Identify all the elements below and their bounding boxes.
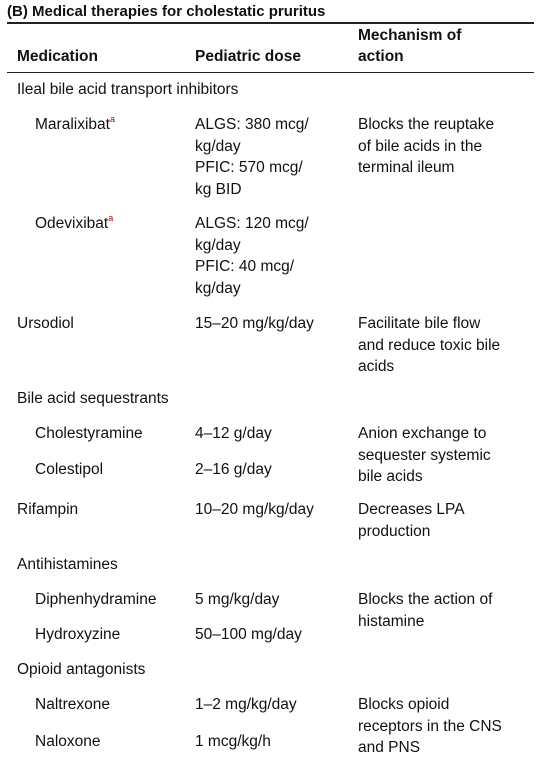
row-ursodiol-dose: 15–20 mg/kg/day bbox=[195, 315, 314, 332]
row-cholestyramine-dose: 4–12 g/day bbox=[195, 425, 272, 442]
row-hydroxyzine-dose: 50–100 mg/day bbox=[195, 626, 302, 643]
dose-line: kg/day bbox=[195, 236, 241, 254]
header-medication: Medication bbox=[17, 48, 98, 65]
mechanism-line: acids bbox=[358, 358, 395, 375]
dose-line: kg BID bbox=[195, 180, 242, 198]
top-rule bbox=[7, 22, 534, 24]
footnote-marker: a bbox=[109, 113, 115, 124]
row-colestipol-name: Colestipol bbox=[35, 461, 104, 478]
mechanism-line: and PNS bbox=[358, 739, 421, 756]
mechanism-line: Blocks the reuptake bbox=[358, 116, 495, 133]
row-colestipol-dose: 2–16 g/day bbox=[195, 461, 272, 478]
mechanism-line: Blocks the action of bbox=[358, 591, 493, 608]
mechanism-line: production bbox=[358, 522, 431, 540]
group-opioid-antagonists: Opioid antagonists bbox=[17, 661, 146, 678]
header-mechanism bbox=[358, 25, 461, 67]
group-sequestrants: Bile acid sequestrants bbox=[17, 390, 169, 407]
mechanism-line: Facilitate bile flow bbox=[358, 315, 481, 332]
group-ibat: Ileal bile acid transport inhibitors bbox=[17, 81, 239, 98]
footnote-marker: a bbox=[108, 212, 114, 223]
mechanism-line: sequester systemic bbox=[358, 446, 491, 464]
mechanism-line: receptors in the CNS bbox=[358, 717, 502, 735]
group-antihistamines: Antihistamines bbox=[17, 556, 118, 573]
row-ursodiol-mechanism bbox=[358, 313, 500, 378]
row-odevixibat-dose bbox=[195, 213, 309, 299]
row-cholestyramine-name: Cholestyramine bbox=[35, 425, 143, 442]
dose-line: kg/day bbox=[195, 279, 241, 297]
dose-line: ALGS: 380 mcg/ bbox=[195, 116, 309, 133]
row-rifampin-mechanism bbox=[358, 499, 465, 542]
row-naloxone-dose: 1 mcg/kg/h bbox=[195, 733, 271, 750]
mechanism-line: of bile acids in the bbox=[358, 137, 483, 155]
row-naloxone-name: Naloxone bbox=[35, 733, 101, 750]
mechanism-line: and reduce toxic bile bbox=[358, 336, 501, 354]
row-odevixibat-name bbox=[35, 213, 113, 235]
row-naltrexone-dose: 1–2 mg/kg/day bbox=[195, 696, 297, 713]
dose-line: kg/day bbox=[195, 137, 241, 155]
header-pediatric-dose: Pediatric dose bbox=[195, 48, 301, 65]
mechanism-line: bile acids bbox=[358, 468, 423, 485]
mechanism-line: Blocks opioid bbox=[358, 696, 450, 713]
row-rifampin-dose: 10–20 mg/kg/day bbox=[195, 501, 314, 518]
row-hydroxyzine-name: Hydroxyzine bbox=[35, 626, 121, 643]
header-mechanism-line1: Mechanism of bbox=[358, 27, 462, 44]
row-naltrexone-name: Naltrexone bbox=[35, 696, 110, 713]
mechanism-line: terminal ileum bbox=[358, 159, 455, 176]
row-maralixibat-mechanism bbox=[358, 114, 494, 179]
mechanism-line: histamine bbox=[358, 612, 425, 630]
mechanism-line: Decreases LPA bbox=[358, 501, 465, 518]
dose-line: PFIC: 40 mcg/ bbox=[195, 258, 295, 275]
header-mechanism-line2: action bbox=[358, 48, 404, 65]
row-diphenhydramine-dose: 5 mg/kg/day bbox=[195, 591, 280, 608]
row-diphenhydramine-name: Diphenhydramine bbox=[35, 591, 157, 608]
row-rifampin-name: Rifampin bbox=[17, 501, 79, 518]
odevixibat-label: Odevixibat bbox=[35, 215, 109, 232]
header-rule bbox=[7, 72, 534, 73]
table-title: (B) Medical therapies for cholestatic pruritus bbox=[7, 3, 326, 20]
row-naltrexone-mechanism bbox=[358, 694, 502, 759]
maralixibat-label: Maralixibat bbox=[35, 116, 110, 133]
row-ursodiol-name: Ursodiol bbox=[17, 315, 74, 332]
dose-line: ALGS: 120 mcg/ bbox=[195, 215, 309, 232]
row-maralixibat-name bbox=[35, 114, 115, 136]
row-diphenhydramine-mechanism bbox=[358, 589, 492, 632]
mechanism-line: Anion exchange to bbox=[358, 425, 487, 442]
row-cholestyramine-mechanism bbox=[358, 423, 491, 488]
row-maralixibat-dose bbox=[195, 114, 309, 200]
dose-line: PFIC: 570 mcg/ bbox=[195, 159, 303, 176]
